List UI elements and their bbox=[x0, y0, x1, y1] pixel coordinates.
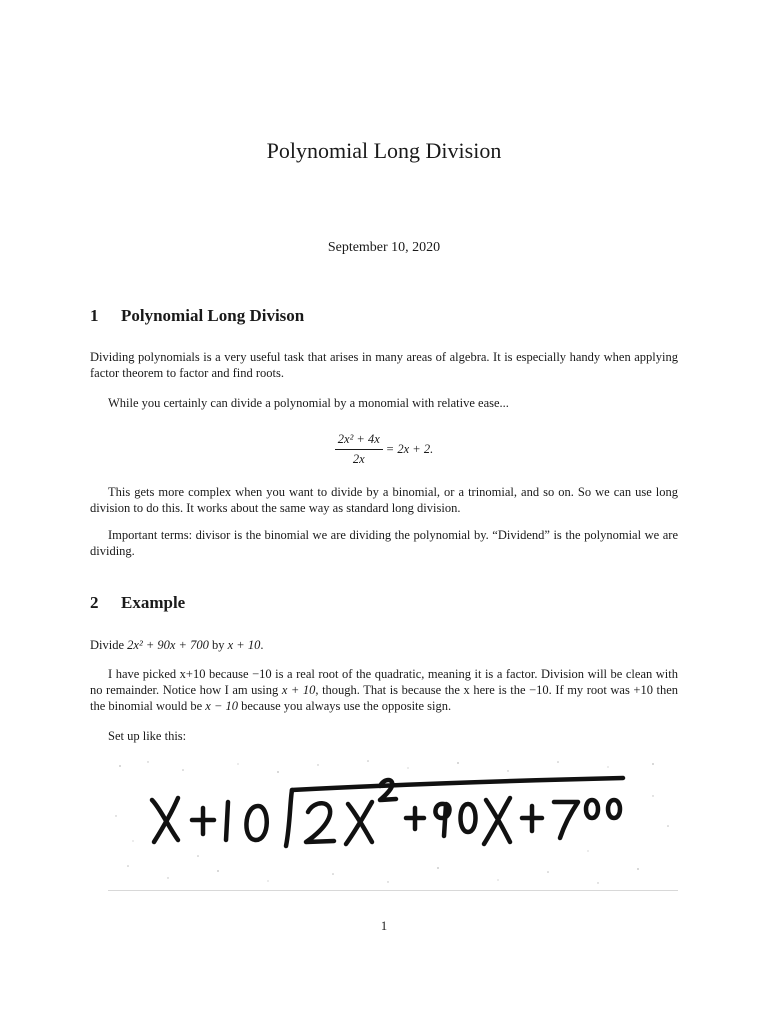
display-equation bbox=[0, 432, 768, 467]
fraction-denominator: 2x bbox=[352, 452, 365, 466]
handwriting-strokes bbox=[152, 778, 623, 846]
paragraph bbox=[90, 637, 678, 653]
fraction-numerator: 2x² + 4x bbox=[335, 432, 383, 450]
inline-math: x + 10 bbox=[227, 638, 261, 652]
handwritten-long-division-image bbox=[108, 756, 678, 890]
section-number: 2 bbox=[90, 593, 99, 612]
paragraph: This gets more complex when you want to divide by a binomial, or a trinomial, and so on. So we can use long division to do this. It works about the same way as standard long division. bbox=[90, 485, 678, 515]
equation-rhs: = 2x + 2. bbox=[385, 442, 434, 456]
page-number: 1 bbox=[380, 919, 388, 933]
image-bottom-edge bbox=[108, 890, 678, 891]
inline-math: 2x² + 90x + 700 bbox=[127, 638, 209, 652]
text: by bbox=[208, 638, 228, 652]
section-number: 1 bbox=[90, 306, 99, 325]
document-date: September 10, 2020 bbox=[327, 240, 441, 255]
paragraph: Important terms: divisor is the binomial we are dividing the polynomial by. “Dividend” is the polynomial we are dividing. bbox=[90, 528, 678, 558]
paragraph: Set up like this: bbox=[108, 729, 187, 743]
document-title: Polynomial Long Division bbox=[266, 138, 502, 163]
text: , though. That is because the x here is the bbox=[315, 683, 530, 697]
inline-math: x + 10 bbox=[281, 683, 316, 697]
paragraph bbox=[90, 666, 678, 714]
text: because you always use the opposite sign. bbox=[238, 699, 452, 713]
text: . If my root was +10 then the binomial would be bbox=[90, 683, 679, 713]
inline-math: x − 10 bbox=[205, 699, 238, 713]
section-heading-2 bbox=[90, 593, 185, 613]
fraction bbox=[335, 432, 383, 467]
section-heading-1 bbox=[90, 306, 304, 326]
section-title: Example bbox=[121, 593, 186, 612]
inline-math: −10 bbox=[252, 667, 272, 681]
section-title: Polynomial Long Divison bbox=[121, 306, 305, 325]
text: is a real root of the quadratic, meaning it is a factor. Division will be clean with no remainder. Notice how I am using bbox=[90, 667, 678, 697]
paragraph: While you certainly can divide a polynomial by a monomial with relative ease... bbox=[108, 396, 509, 410]
text: . bbox=[260, 638, 264, 652]
inline-math: −10 bbox=[529, 683, 549, 697]
paragraph: Dividing polynomials is a very useful task that arises in many areas of algebra. It is especially handy when applying factor theorem to factor and find roots. bbox=[90, 350, 678, 380]
text: Divide bbox=[90, 638, 128, 652]
text: I have picked x+10 because bbox=[108, 667, 253, 681]
